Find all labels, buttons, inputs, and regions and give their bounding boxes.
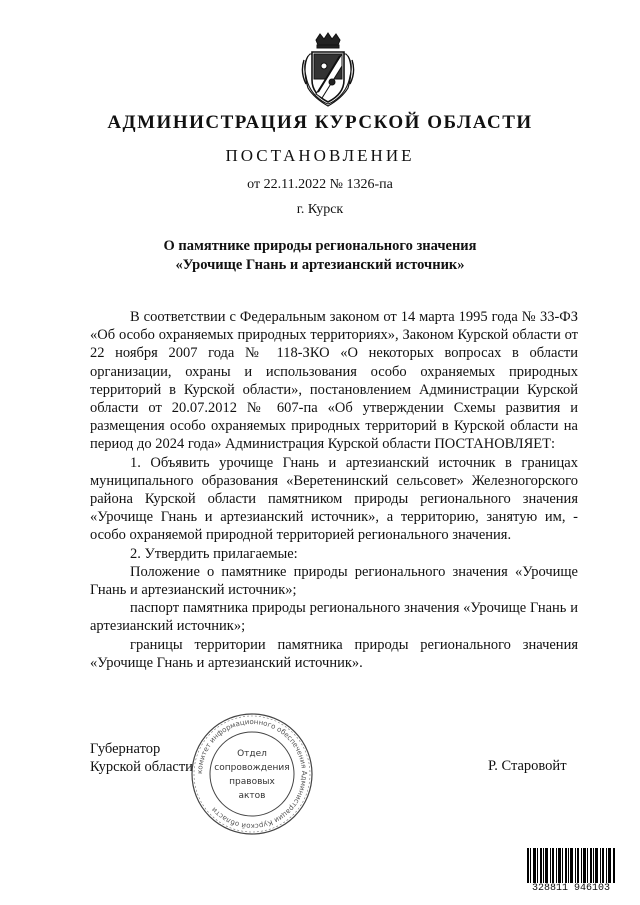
- stamp-line1: Отдел: [237, 749, 267, 759]
- stamp-line4: актов: [238, 791, 266, 801]
- barcode-number: 328811 946103: [526, 883, 616, 894]
- signatory-name: Р. Старовойт: [488, 758, 567, 774]
- city: г. Курск: [296, 202, 344, 217]
- document-title-line1: О памятнике природы регионального значения: [163, 238, 477, 254]
- document-title-line2: «Урочище Гнань и артезианский источник»: [175, 257, 465, 273]
- organization-name: АДМИНИСТРАЦИЯ КУРСКОЙ ОБЛАСТИ: [107, 112, 533, 133]
- stamp-line3: правовых: [229, 777, 275, 787]
- sub-item-regulation: Положение о памятнике природы регионального значения «Урочище Гнань и артезианский источник»;: [90, 563, 578, 599]
- document-body: [90, 308, 578, 672]
- stamp-seal: [190, 712, 314, 836]
- signatory-title-line1: Губернатор: [90, 741, 161, 757]
- stamp-ring-text: комитет информационного обеспечения Администрации Курской области: [195, 717, 309, 831]
- item-1-paragraph: 1. Объявить урочище Гнань и артезианский источник в границах муниципального образования «Веретенинский сельсовет» Железногорского района Курской области памятником природы регионального значения «Урочище Гнань и артезианский источник», а территорию, занятую им, - особо охраняемой природной территорией регионального значения.: [90, 454, 578, 544]
- preamble-paragraph: В соответствии с Федеральным законом от 14 марта 1995 года № 33-ФЗ «Об особо охраняемых природных территориях», Законом Курской области от 22 ноября 2007 года № 118-ЗКО «О некоторых вопросах в области организации, охраны и использования особо охраняемых природных территорий в Курской области», постановлением Администрации Курской области от 20.07.2012 № 607-па «Об утверждении Схемы развития и размещения особо охраняемых природных территорий в Курской области на период до 2024 года» Администрация Курской области ПОСТАНОВЛЯЕТ:: [90, 309, 578, 453]
- stamp-line2: сопровождения: [214, 763, 290, 773]
- document-number: от 22.11.2022 № 1326-па: [247, 177, 393, 192]
- svg-text:комитет информационного обеспе: [196, 718, 308, 830]
- document-type: ПОСТАНОВЛЕНИЕ: [225, 146, 415, 165]
- signatory-title: [90, 740, 193, 776]
- sub-item-passport: паспорт памятника природы регионального значения «Урочище Гнань и артезианский источник»;: [90, 600, 578, 635]
- item-2-paragraph: 2. Утвердить прилагаемые:: [130, 545, 298, 562]
- sub-item-boundaries: границы территории памятника природы регионального значения «Урочище Гнань и артезианский источник».: [90, 636, 578, 671]
- coat-of-arms-icon: [300, 32, 356, 108]
- signatory-title-line2: Курской области: [90, 759, 193, 775]
